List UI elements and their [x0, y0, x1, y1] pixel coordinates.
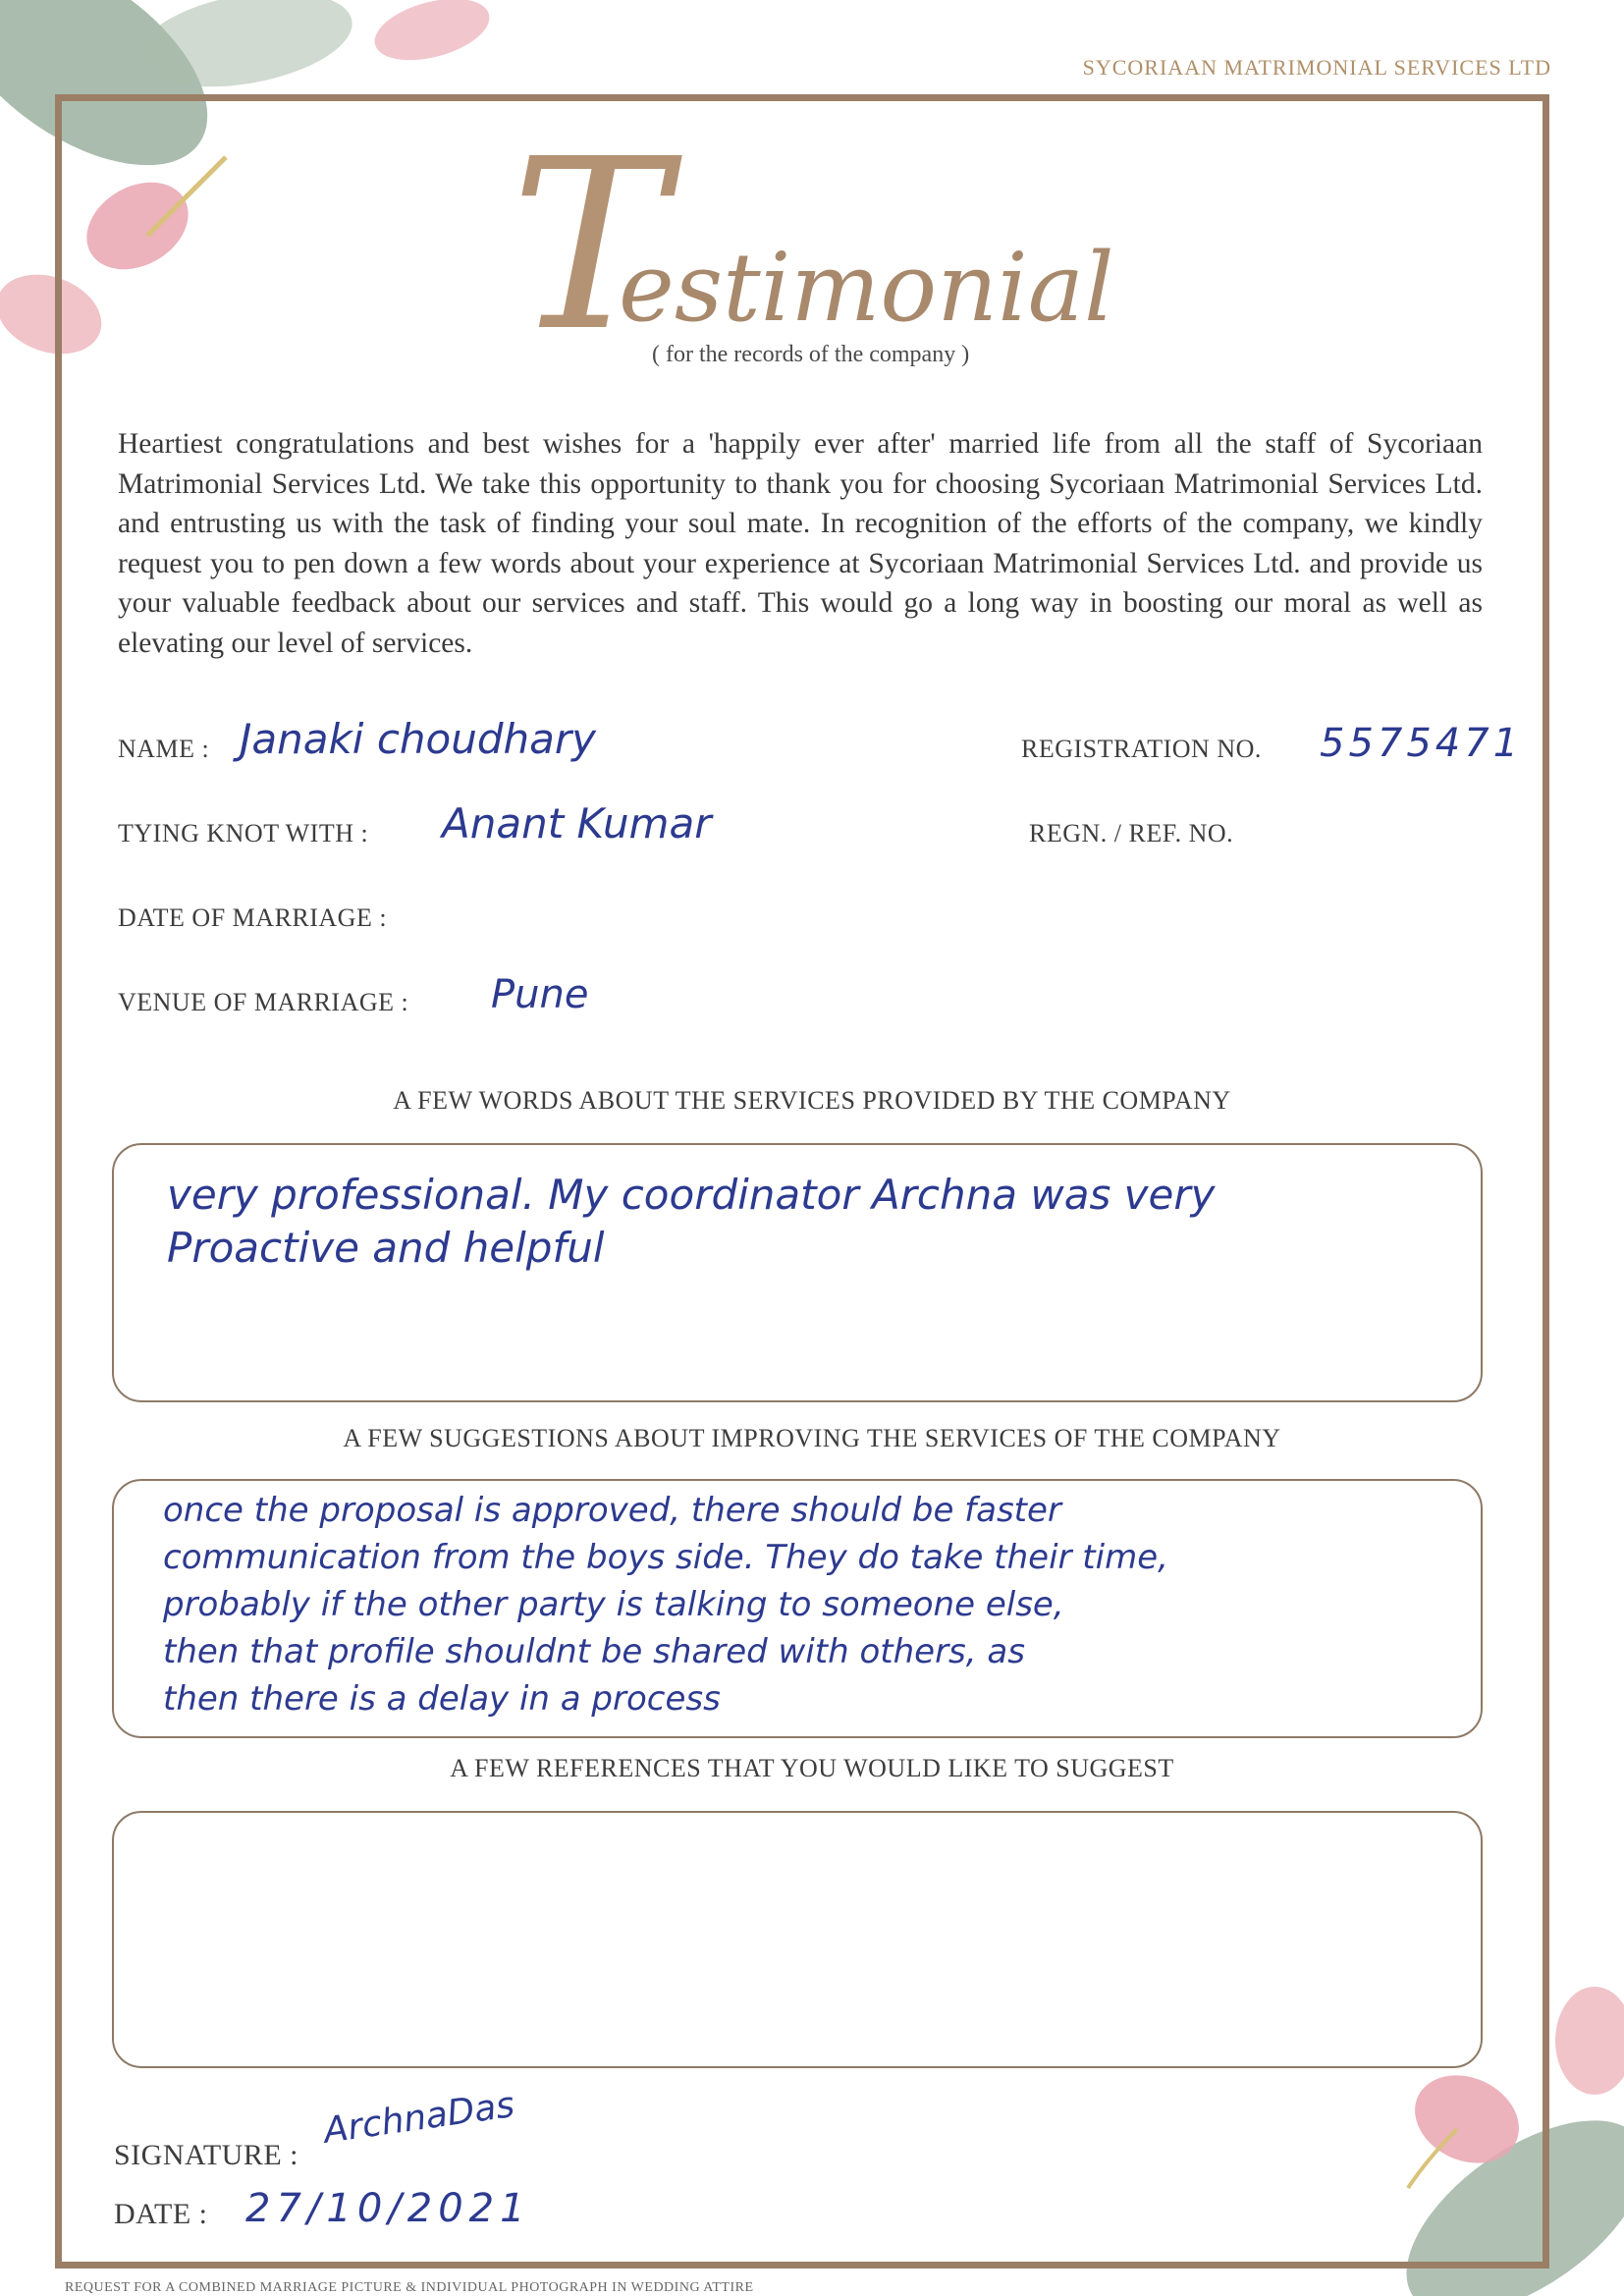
references-box — [112, 1811, 1483, 2068]
subtitle: ( for the records of the company ) — [652, 342, 970, 367]
tying-knot-value: Anant Kumar — [442, 799, 712, 847]
title-initial: T — [511, 108, 669, 383]
tying-knot-label: TYING KNOT WITH : — [118, 819, 369, 847]
name-value: Janaki choudhary — [240, 715, 596, 763]
regn-ref-label: REGN. / REF. NO. — [1029, 819, 1234, 847]
name-label: NAME : — [118, 735, 210, 763]
services-section-title: A FEW WORDS ABOUT THE SERVICES PROVIDED BY THE COMPANY — [393, 1086, 1231, 1115]
company-name: SYCORIAAN MATRIMONIAL SERVICES LTD — [1082, 55, 1551, 80]
services-box — [112, 1143, 1483, 1402]
suggestions-box — [112, 1479, 1483, 1738]
flower-shape — [1555, 1987, 1624, 2095]
signature-value: ArchnaDas — [321, 2084, 517, 2152]
date-of-marriage-label: DATE OF MARRIAGE : — [118, 903, 388, 932]
signature-label: SIGNATURE : — [114, 2139, 299, 2171]
suggestions-text: once the proposal is approved, there should be faster communication from the boys side. They do take their time, probably if the other party is talking to someone else, then that profile shouldnt be shared with others, as then there is a delay in a process — [163, 1491, 1168, 1719]
date-label: DATE : — [114, 2198, 208, 2230]
date-value: 27/10/2021 — [245, 2186, 531, 2231]
footer-note: REQUEST FOR A COMBINED MARRIAGE PICTURE & INDIVIDUAL PHOTOGRAPH IN WEDDING ATTIRE — [65, 2280, 754, 2295]
registration-label: REGISTRATION NO. — [1021, 735, 1262, 763]
venue-value: Pune — [491, 972, 589, 1017]
intro-paragraph: Heartiest congratulations and best wishes for a 'happily ever after' married life from all the staff of Sycoriaan Matrimonial Services Ltd. We take this opportunity to thank you for choosing Sycoriaan Matrimonial Services Ltd. and entrusting us with the task of finding your soul mate. In recognition of the efforts of the company, we kindly request you to pen down a few words about your experience at Sycoriaan Matrimonial Services Ltd. and provide us your valuable feedback about our services and staff. This would go a long way in boosting our moral as well as elevating our level of services. — [118, 428, 1483, 659]
suggestions-section-title: A FEW SUGGESTIONS ABOUT IMPROVING THE SERVICES OF THE COMPANY — [343, 1424, 1281, 1452]
venue-label: VENUE OF MARRIAGE : — [118, 988, 409, 1016]
references-section-title: A FEW REFERENCES THAT YOU WOULD LIKE TO SUGGEST — [450, 1754, 1174, 1782]
services-text: very professional. My coordinator Archna was very Proactive and helpful — [167, 1171, 1216, 1272]
flower-shape — [368, 0, 496, 72]
registration-value: 5575471 — [1320, 721, 1523, 766]
title-rest: estimonial — [619, 233, 1114, 343]
